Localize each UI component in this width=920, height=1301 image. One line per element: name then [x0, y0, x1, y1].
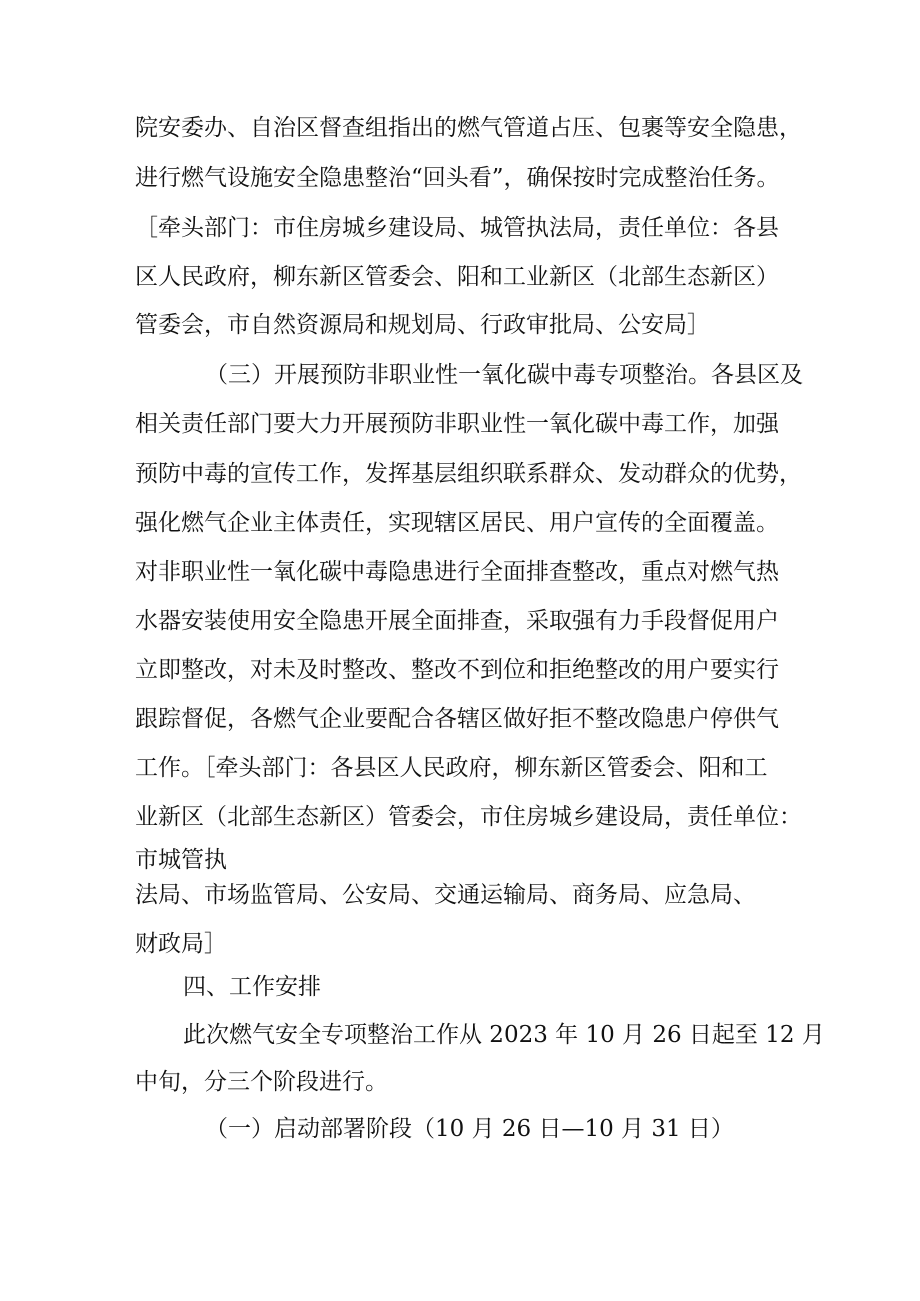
- text-line: 管委会，市自然资源局和规划局、行政审批局、公安局］: [135, 312, 710, 338]
- text-line: 院安委办、自治区督查组指出的燃气管道占压、包裹等安全隐患，: [135, 115, 802, 141]
- text-line: 此次燃气安全专项整治工作从 2023 年 10 月 26 日起至 12 月: [183, 1022, 825, 1048]
- text-line: 区人民政府，柳东新区管委会、阳和工业新区（北部生态新区）: [135, 264, 779, 290]
- section-heading: （一）启动部署阶段（10 月 26 日—10 月 31 日）: [205, 1116, 734, 1142]
- text-line: 法局、市场监管局、公安局、交通运输局、商务局、应急局、: [135, 882, 756, 908]
- text-line: 中旬，分三个阶段进行。: [135, 1069, 388, 1095]
- text-line: ［牵头部门：市住房城乡建设局、城管执法局，责任单位：各县: [135, 215, 779, 241]
- section-heading: 四、工作安排: [183, 974, 321, 1000]
- text-line: 市城管执: [135, 847, 227, 873]
- text-line: 强化燃气企业主体责任，实现辖区居民、用户宣传的全面覆盖。: [135, 510, 779, 536]
- text-line: 对非职业性一氧化碳中毒隐患进行全面排查整改，重点对燃气热: [135, 559, 779, 585]
- text-line: 工作。［牵头部门：各县区人民政府，柳东新区管委会、阳和工: [135, 755, 768, 781]
- text-line: 预防中毒的宣传工作，发挥基层组织联系群众、发动群众的优势，: [135, 461, 802, 487]
- text-line: 跟踪督促，各燃气企业要配合各辖区做好拒不整改隐患户停供气: [135, 706, 779, 732]
- text-line: 相关责任部门要大力开展预防非职业性一氧化碳中毒工作，加强: [135, 411, 779, 437]
- section-heading: （三）开展预防非职业性一氧化碳中毒专项整治。各县区及: [205, 362, 803, 388]
- text-line: 水器安装使用安全隐患开展全面排查，采取强有力手段督促用户: [135, 608, 779, 634]
- text-line: 进行燃气设施安全隐患整治“回头看”，确保按时完成整治任务。: [135, 165, 780, 191]
- text-line: 业新区（北部生态新区）管委会，市住房城乡建设局，责任单位：: [135, 804, 802, 830]
- text-line: 财政局］: [135, 931, 227, 957]
- text-line: 立即整改，对未及时整改、整改不到位和拒绝整改的用户要实行: [135, 657, 779, 683]
